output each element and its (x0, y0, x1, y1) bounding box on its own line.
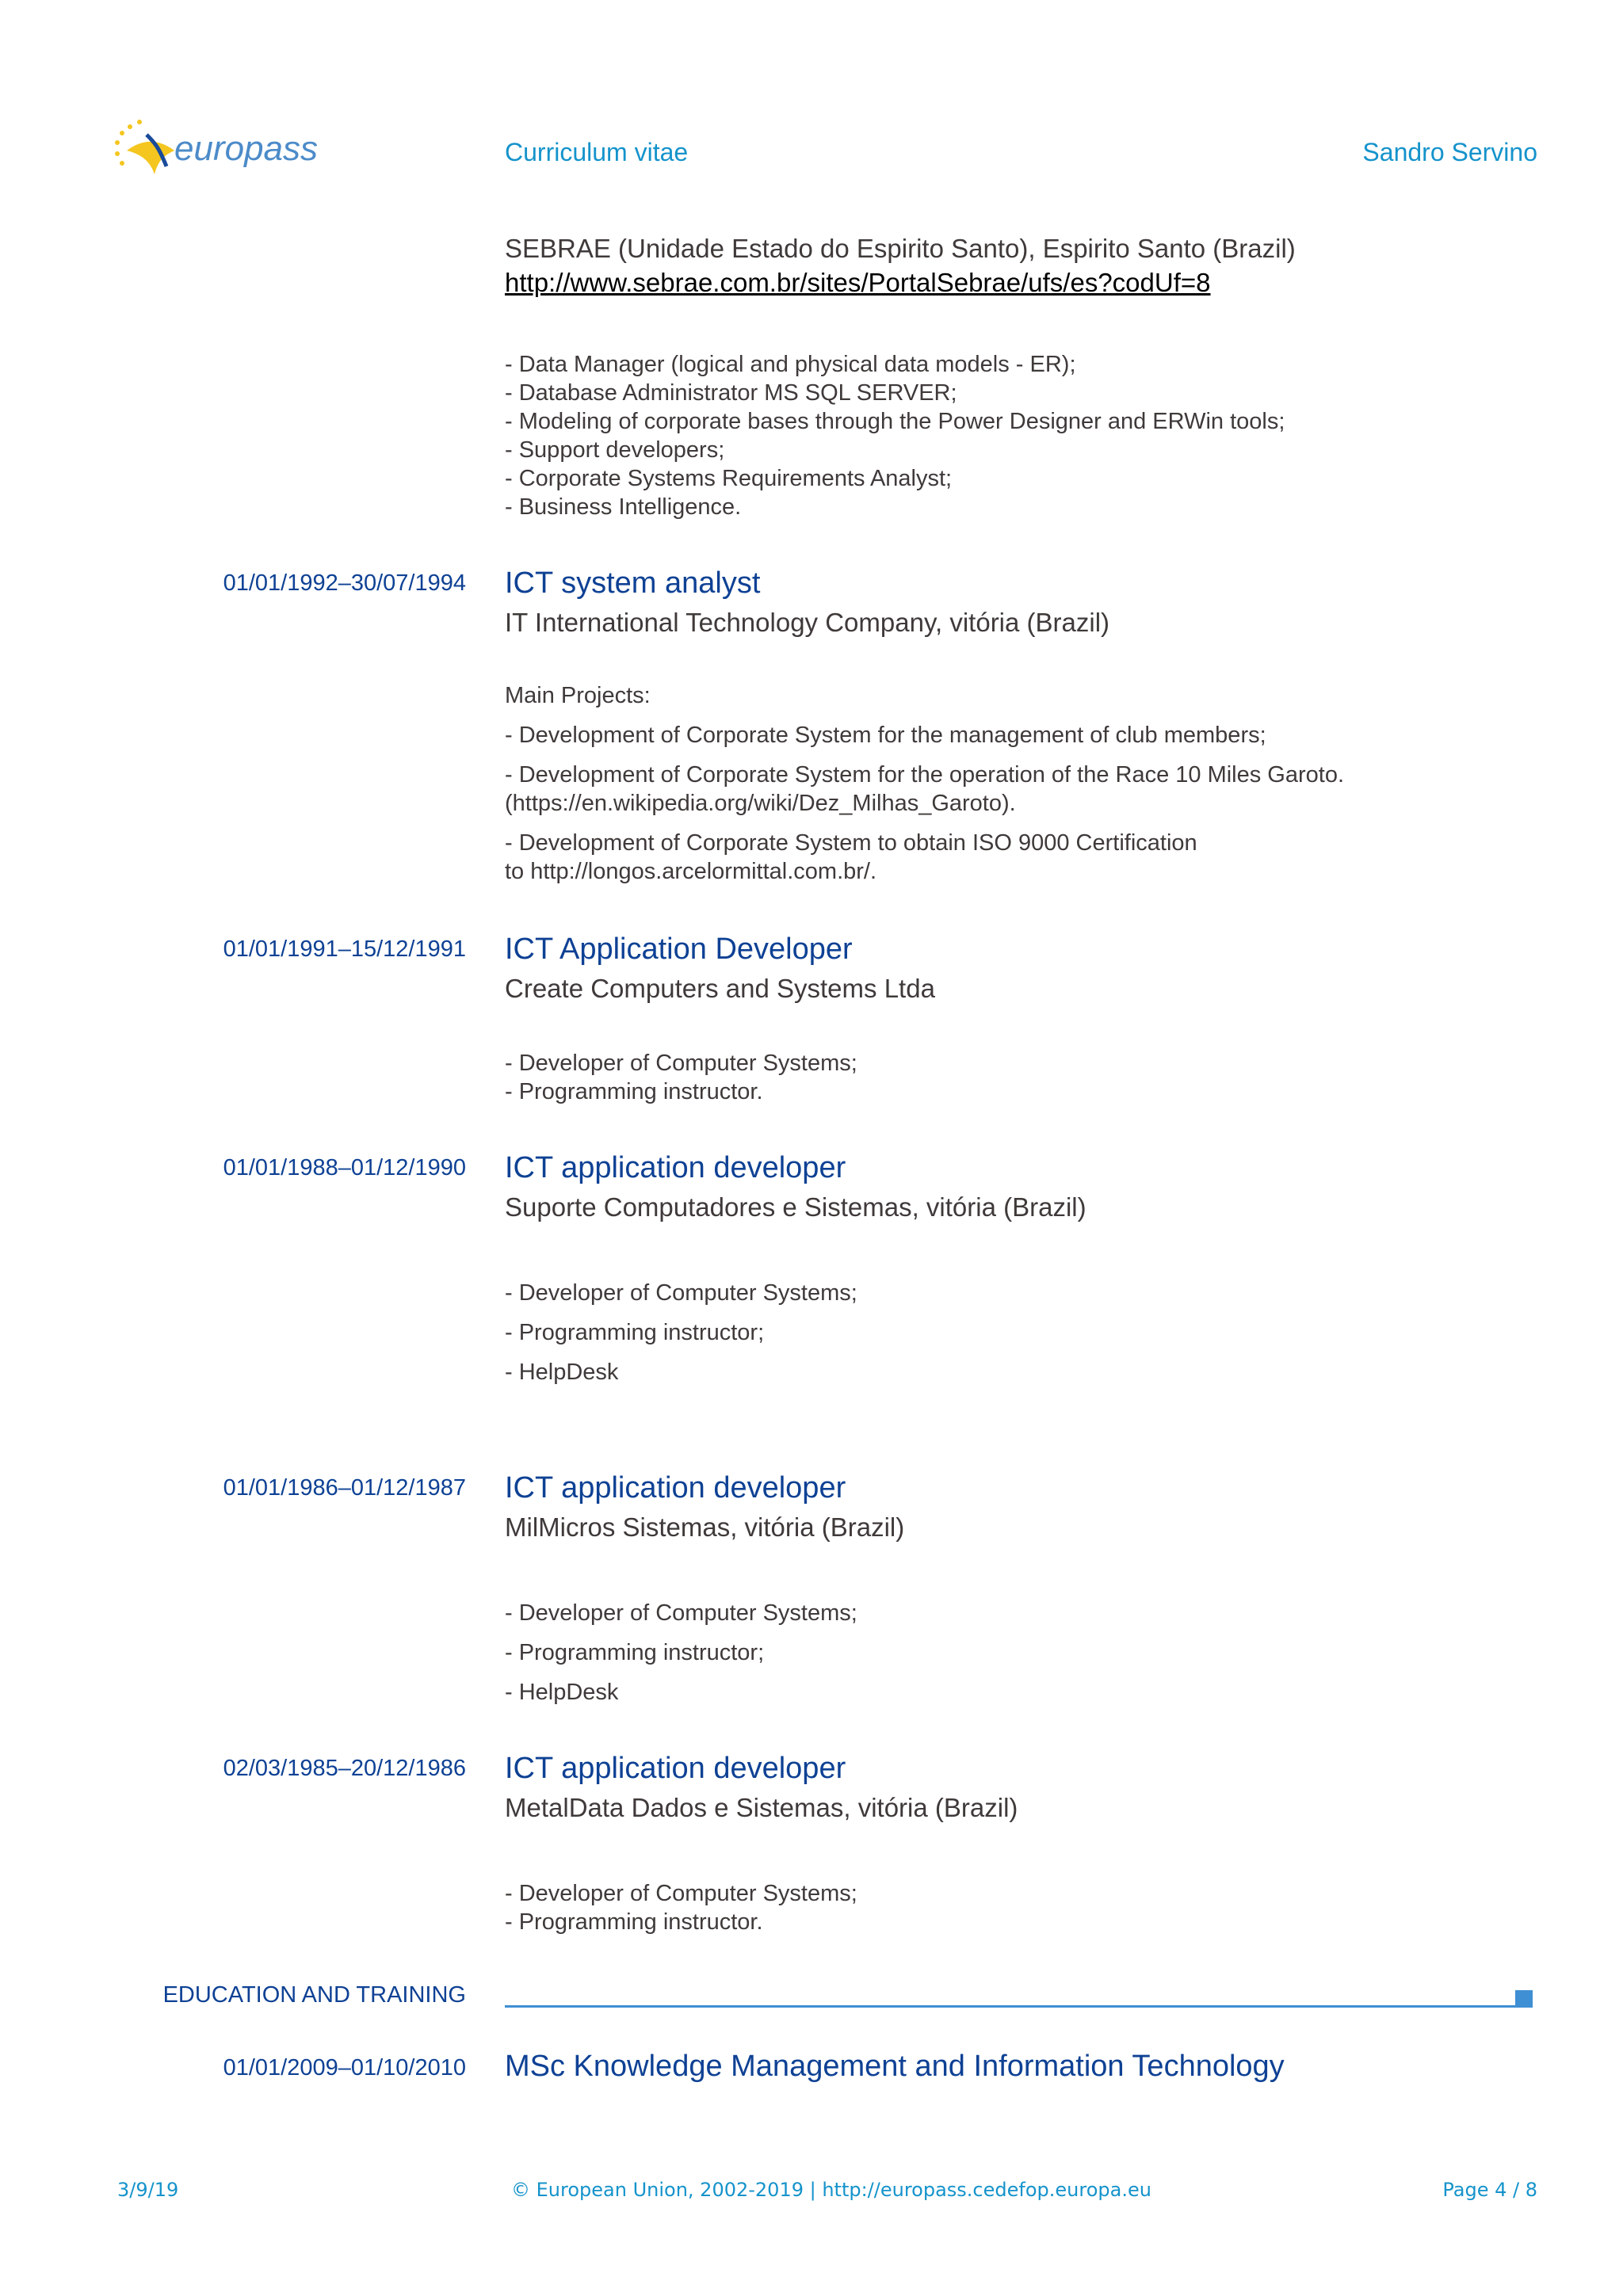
job-employer: Suporte Computadores e Sistemas, vitória (Brazil) (505, 1192, 1086, 1222)
job-item: - Development of Corporate System for the management of club members; (505, 723, 1266, 748)
job-employer: IT International Technology Company, vitória (Brazil) (505, 608, 1110, 637)
job-intro: Main Projects: (505, 683, 651, 708)
job-details (505, 1879, 1535, 1936)
employer-name: SEBRAE (Unidade Estado do Espirito Santo), Espirito Santo (Brazil) (505, 234, 1296, 263)
job-item: - Developer of Computer Systems; (505, 1600, 857, 1626)
job-employer: MetalData Dados e Sistemas, vitória (Brazil) (505, 1793, 1018, 1822)
duty-item: - Database Administrator MS SQL SERVER; (505, 380, 957, 406)
job-title: ICT system analyst (505, 566, 761, 600)
duty-item: - Corporate Systems Requirements Analyst; (505, 466, 953, 491)
job-entry (505, 930, 1535, 1006)
job-entry (505, 1749, 1535, 1825)
job-item: - Developer of Computer Systems; (505, 1881, 857, 1906)
duty-item: - Modeling of corporate bases through the Power Designer and ERWin tools; (505, 409, 1285, 434)
job-item: (https://en.wikipedia.org/wiki/Dez_Milhas_Garoto). (505, 791, 1016, 816)
job-item: - Development of Corporate System for the operation of the Race 10 Miles Garoto. (505, 762, 1345, 788)
job-item: - HelpDesk (505, 1680, 619, 1705)
job-item: - Developer of Computer Systems; (505, 1280, 857, 1306)
footer-copyright: © European Union, 2002-2019 | http://europass.cedefop.europa.eu (511, 2179, 1151, 2201)
person-name: Sandro Servino (1362, 138, 1537, 166)
job-item: to http://longos.arcelormittal.com.br/. (505, 859, 877, 884)
duty-item: - Business Intelligence. (505, 494, 742, 520)
job-dates: 01/01/1986–01/12/1987 (223, 1475, 466, 1501)
job-dates: 01/01/1991–15/12/1991 (223, 936, 466, 962)
job-employer: Create Computers and Systems Ltda (505, 974, 935, 1003)
job-item: - Programming instructor; (505, 1320, 765, 1345)
job-title: ICT application developer (505, 1151, 846, 1184)
job-details (505, 1599, 1535, 1707)
job-item: - Development of Corporate System to obtain ISO 9000 Certification (505, 830, 1197, 856)
europass-logo (111, 111, 349, 190)
education-dates: 01/01/2009–01/10/2010 (223, 2055, 466, 2081)
job-entry (505, 1149, 1535, 1225)
job-employer: MilMicros Sistemas, vitória (Brazil) (505, 1512, 905, 1542)
education-entry (505, 2047, 1535, 2085)
job-item: - HelpDesk (505, 1360, 619, 1385)
employer-url-link[interactable]: http://www.sebrae.com.br/sites/PortalSebrae/ufs/es?codUf=8 (505, 268, 1211, 297)
job-item: - Programming instructor; (505, 1640, 765, 1665)
duty-item: - Data Manager (logical and physical data models - ER); (505, 352, 1076, 377)
job-entry (505, 564, 1535, 640)
job-dates: 01/01/1992–30/07/1994 (223, 570, 466, 596)
duties-list (505, 350, 1535, 521)
footer-page-number: Page 4 / 8 (1442, 2179, 1537, 2201)
job-details (505, 1049, 1535, 1106)
svg-text:europass: europass (174, 129, 319, 168)
footer-date: 3/9/19 (117, 2179, 179, 2201)
section-divider (505, 2005, 1515, 2008)
job-item: - Programming instructor. (505, 1909, 763, 1935)
education-title: MSc Knowledge Management and Information Technology (505, 2050, 1285, 2083)
job-title: ICT application developer (505, 1471, 846, 1505)
europass-logo-icon (111, 111, 349, 190)
job-title: ICT Application Developer (505, 933, 853, 966)
job-details (505, 681, 1535, 886)
section-title-education: EDUCATION AND TRAINING (162, 1982, 466, 2008)
job-item: - Developer of Computer Systems; (505, 1051, 857, 1076)
job-entry (505, 1469, 1535, 1545)
section-divider-square (1515, 1990, 1533, 2008)
doc-title: Curriculum vitae (505, 138, 689, 166)
job-details (505, 1279, 1535, 1386)
job-item: - Programming instructor. (505, 1079, 763, 1104)
job-title: ICT application developer (505, 1752, 846, 1785)
duty-item: - Support developers; (505, 437, 725, 463)
top-block (505, 231, 1535, 299)
job-dates: 01/01/1988–01/12/1990 (223, 1155, 466, 1180)
job-dates: 02/03/1985–20/12/1986 (223, 1756, 466, 1781)
